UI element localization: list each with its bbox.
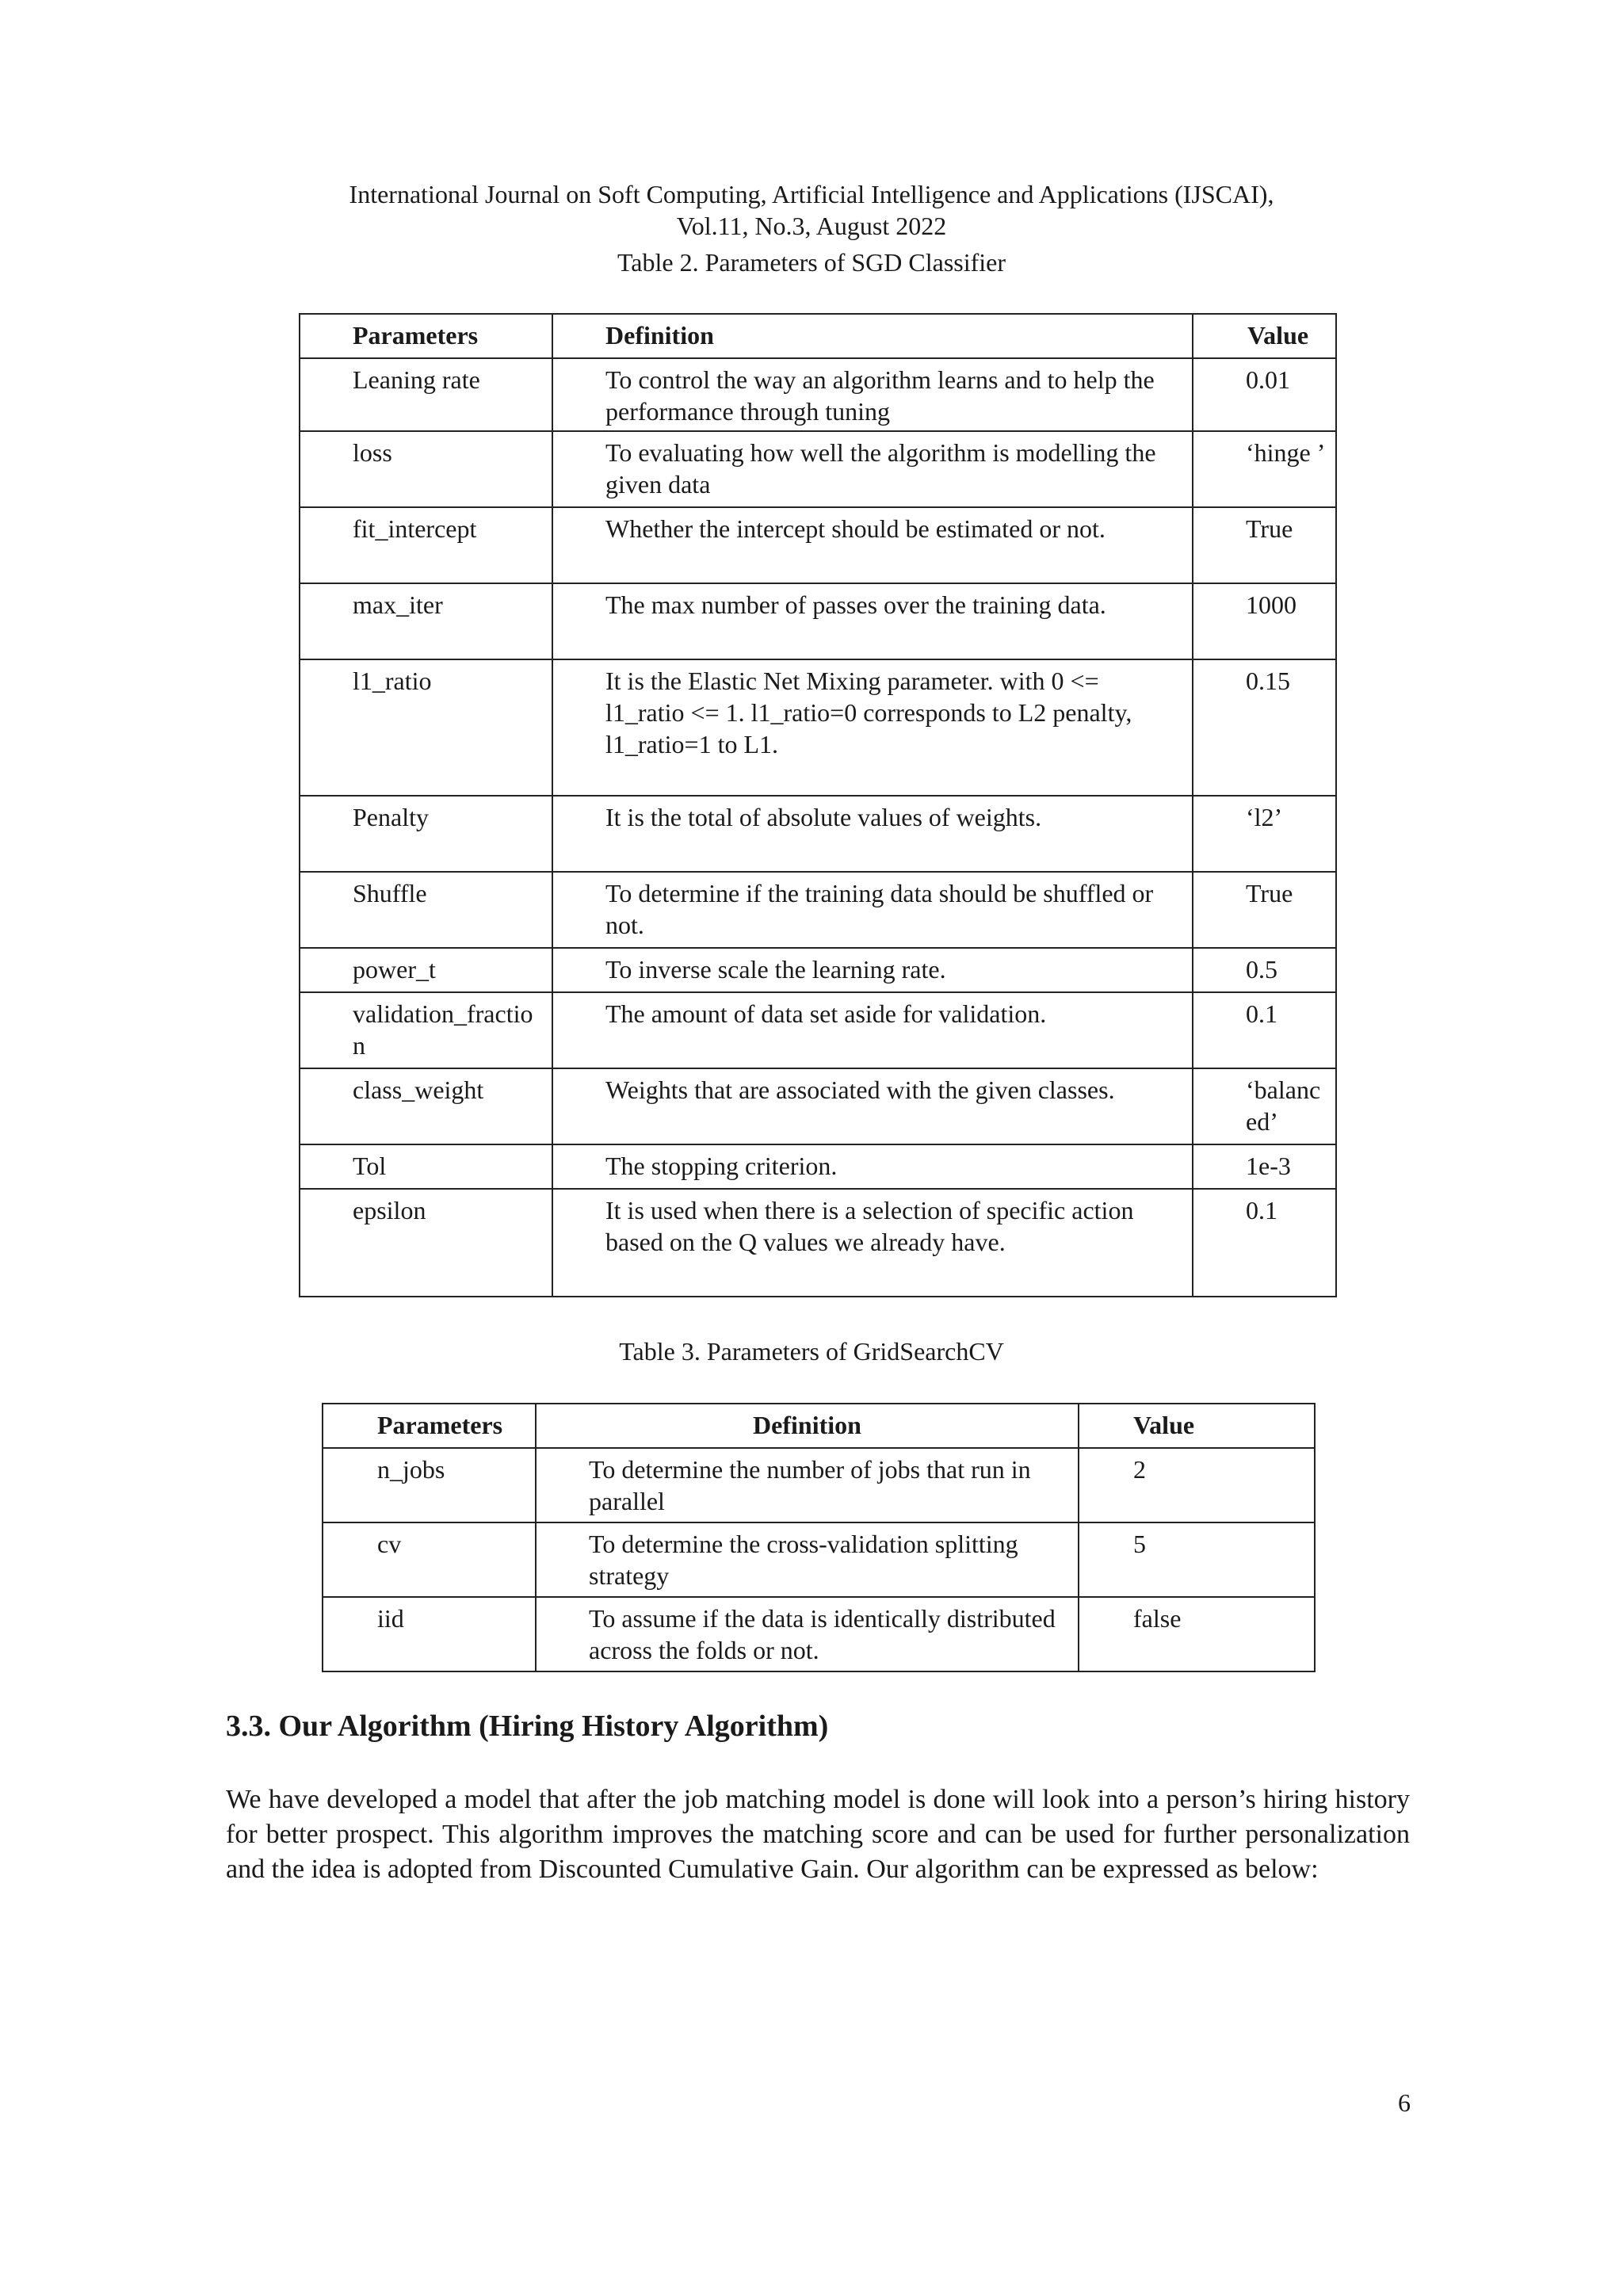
definition-cell: To assume if the data is identically distributed across the folds or not.: [536, 1597, 1079, 1671]
definition-cell: To determine the number of jobs that run in parallel: [536, 1448, 1079, 1522]
param-cell: Shuffle: [300, 872, 552, 948]
table-row: [300, 1068, 1336, 1144]
param-cell: loss: [300, 431, 552, 507]
section-paragraph: We have developed a model that after the job matching model is done will look into a person’s hiring history for better prospect. This algorithm improves the matching score and can be used for further personalization and the idea is adopted from Discounted Cumulative Gain. Our algorithm can be expressed as below:: [226, 1785, 1410, 1884]
value-cell: 0.15: [1193, 659, 1336, 796]
value-cell: 2: [1079, 1448, 1315, 1522]
table-row: [323, 1522, 1315, 1597]
table-row: [300, 659, 1336, 796]
journal-header-line2: Vol.11, No.3, August 2022: [676, 212, 947, 240]
param-cell: Penalty: [300, 796, 552, 872]
value-cell: 0.1: [1193, 992, 1336, 1068]
table2-caption: Table 2. Parameters of SGD Classifier: [617, 248, 1006, 277]
table2-header-parameters: Parameters: [300, 314, 552, 358]
table-row: [300, 948, 1336, 992]
value-cell: 0.5: [1193, 948, 1336, 992]
param-cell: cv: [323, 1522, 536, 1597]
value-cell: ‘hinge ’: [1193, 431, 1336, 507]
table2-header-definition: Definition: [552, 314, 1193, 358]
table-row: [300, 583, 1336, 659]
table-row: [300, 1189, 1336, 1297]
definition-cell: The amount of data set aside for validation.: [552, 992, 1193, 1068]
value-cell: 1e-3: [1193, 1144, 1336, 1189]
param-cell: max_iter: [300, 583, 552, 659]
definition-cell: To determine if the training data should be shuffled or not.: [552, 872, 1193, 948]
table3-header-value: Value: [1079, 1404, 1315, 1448]
table-row: [300, 992, 1336, 1068]
value-cell: 0.1: [1193, 1189, 1336, 1297]
table3-gridsearchcv-parameters: [322, 1403, 1316, 1672]
value-cell: 5: [1079, 1522, 1315, 1597]
journal-header-line1: International Journal on Soft Computing, Artificial Intelligence and Applications (IJSCAI),: [349, 180, 1274, 208]
value-cell: ‘l2’: [1193, 796, 1336, 872]
param-cell: l1_ratio: [300, 659, 552, 796]
table-row: [323, 1448, 1315, 1522]
table-row: [300, 872, 1336, 948]
value-cell: True: [1193, 872, 1336, 948]
table-row: [300, 431, 1336, 507]
table-row: [300, 507, 1336, 583]
table-row: [300, 358, 1336, 431]
table3-header-definition: Definition: [536, 1404, 1079, 1448]
table3-header-row: [323, 1404, 1315, 1448]
table3-header-parameters: Parameters: [323, 1404, 536, 1448]
param-cell: fit_intercept: [300, 507, 552, 583]
param-cell: Tol: [300, 1144, 552, 1189]
definition-cell: Whether the intercept should be estimated or not.: [552, 507, 1193, 583]
table2-header-row: [300, 314, 1336, 358]
definition-cell: It is used when there is a selection of specific action based on the Q values we already have.: [552, 1189, 1193, 1297]
table3-caption: Table 3. Parameters of GridSearchCV: [619, 1337, 1004, 1366]
table2-header-value: Value: [1193, 314, 1336, 358]
definition-cell: It is the total of absolute values of weights.: [552, 796, 1193, 872]
param-cell: Leaning rate: [300, 358, 552, 431]
param-cell: class_weight: [300, 1068, 552, 1144]
definition-cell: To control the way an algorithm learns and to help the performance through tuning: [552, 358, 1193, 431]
param-cell: n_jobs: [323, 1448, 536, 1522]
value-cell: false: [1079, 1597, 1315, 1671]
table2-sgd-parameters: [299, 313, 1337, 1297]
table-row: [300, 1144, 1336, 1189]
param-cell: power_t: [300, 948, 552, 992]
definition-cell: It is the Elastic Net Mixing parameter. with 0 <= l1_ratio <= 1. l1_ratio=0 corresponds to L2 penalty, l1_ratio=1 to L1.: [552, 659, 1193, 796]
page-number: 6: [1398, 2088, 1411, 2117]
definition-cell: The max number of passes over the training data.: [552, 583, 1193, 659]
definition-cell: To inverse scale the learning rate.: [552, 948, 1193, 992]
value-cell: 0.01: [1193, 358, 1336, 431]
param-cell: iid: [323, 1597, 536, 1671]
value-cell: ‘balanced’: [1193, 1068, 1336, 1144]
definition-cell: Weights that are associated with the given classes.: [552, 1068, 1193, 1144]
param-cell: validation_fraction: [300, 992, 552, 1068]
section-heading: 3.3. Our Algorithm (Hiring History Algorithm): [226, 1710, 829, 1743]
param-cell: epsilon: [300, 1189, 552, 1297]
value-cell: 1000: [1193, 583, 1336, 659]
table-row: [323, 1597, 1315, 1671]
definition-cell: To evaluating how well the algorithm is modelling the given data: [552, 431, 1193, 507]
value-cell: True: [1193, 507, 1336, 583]
table-row: [300, 796, 1336, 872]
definition-cell: To determine the cross-validation splitting strategy: [536, 1522, 1079, 1597]
definition-cell: The stopping criterion.: [552, 1144, 1193, 1189]
